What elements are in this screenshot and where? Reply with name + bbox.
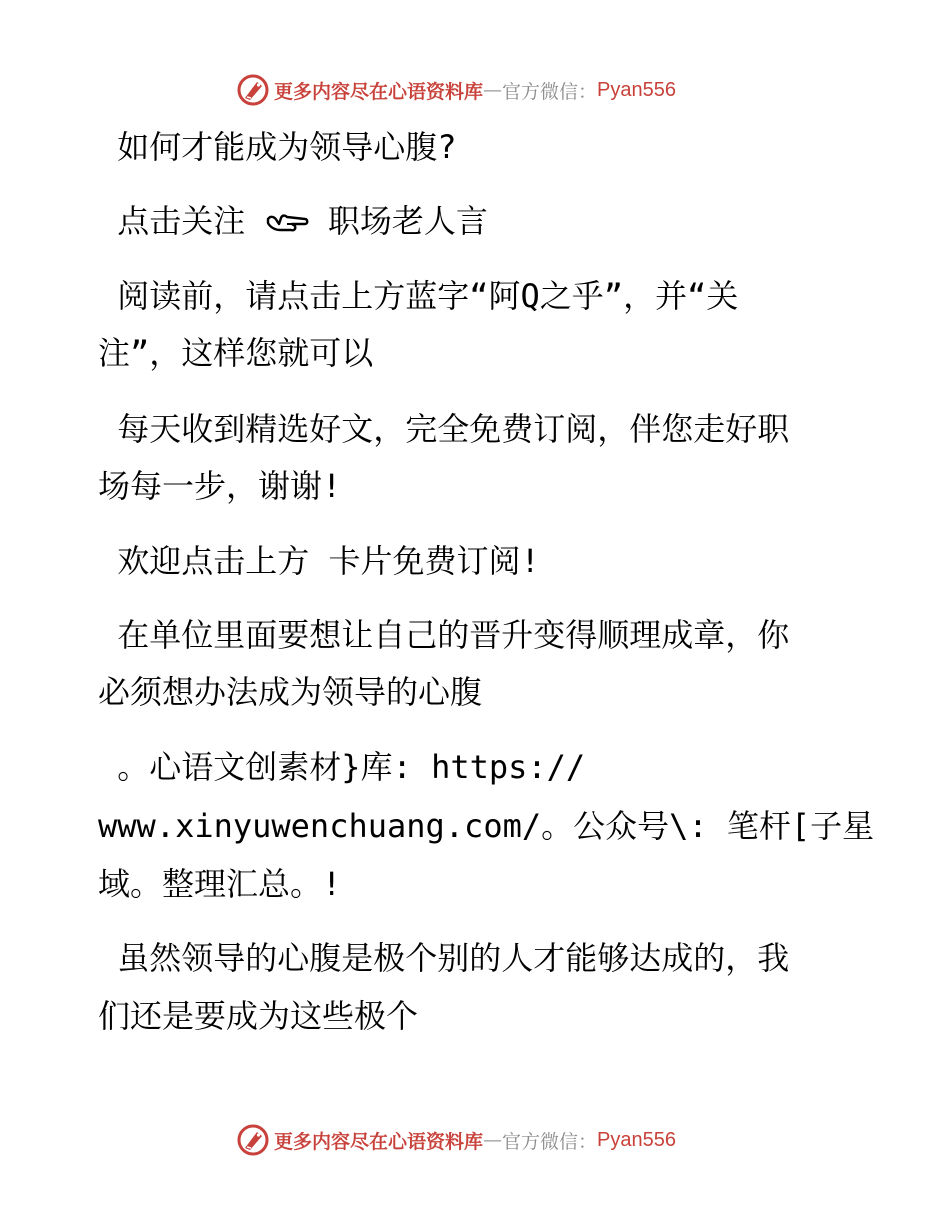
header-dash: — bbox=[483, 79, 503, 101]
paragraph-line: www.xinyuwenchuang.com/。公众号\: 笔杆[子星 bbox=[98, 807, 875, 845]
header-wechat-label: 官方微信： bbox=[502, 80, 598, 103]
header-wechat-id: Pyan556 bbox=[597, 78, 676, 101]
footer-red-text: 更多内容尽在心语资料库 bbox=[274, 1130, 484, 1153]
follow-label: 点击关注 bbox=[98, 202, 265, 240]
pen-nib-logo-icon bbox=[236, 1123, 270, 1157]
paragraph-line: 在单位里面要想让自己的晋升变得顺理成章，你 bbox=[98, 616, 790, 654]
footer-dash: — bbox=[483, 1129, 503, 1151]
article-title: 如何才能成为领导心腹? bbox=[98, 128, 457, 166]
paragraph-line: 每天收到精选好文，完全免费订阅，伴您走好职 bbox=[98, 410, 790, 448]
paragraph-line: 欢迎点击上方 卡片免费订阅! bbox=[98, 542, 540, 580]
pointing-hand-icon bbox=[265, 209, 309, 237]
paragraph-line: 。心语文创素材}库: https:// bbox=[98, 748, 586, 786]
paragraph-line: 必须想办法成为领导的心腹 bbox=[98, 673, 483, 711]
pen-nib-logo-icon bbox=[236, 73, 270, 107]
follow-target: 职场老人言 bbox=[308, 202, 488, 240]
paragraph-line: 阅读前，请点击上方蓝字“阿Q之乎”，并“关 bbox=[98, 277, 739, 315]
paragraph-line: 场每一步，谢谢! bbox=[98, 467, 342, 505]
follow-line bbox=[98, 201, 488, 241]
footer-wechat-id: Pyan556 bbox=[597, 1128, 676, 1151]
paragraph-line: 虽然领导的心腹是极个别的人才能够达成的，我 bbox=[98, 939, 790, 977]
paragraph-line: 注”，这样您就可以 bbox=[98, 334, 374, 372]
footer-wechat-label: 官方微信： bbox=[502, 1130, 598, 1153]
paragraph-line: 域。整理汇总。! bbox=[98, 865, 342, 903]
header-red-text: 更多内容尽在心语资料库 bbox=[274, 80, 484, 103]
paragraph-line: 们还是要成为这些极个 bbox=[98, 997, 419, 1035]
footer-banner bbox=[236, 1122, 676, 1158]
header-banner bbox=[236, 72, 676, 108]
